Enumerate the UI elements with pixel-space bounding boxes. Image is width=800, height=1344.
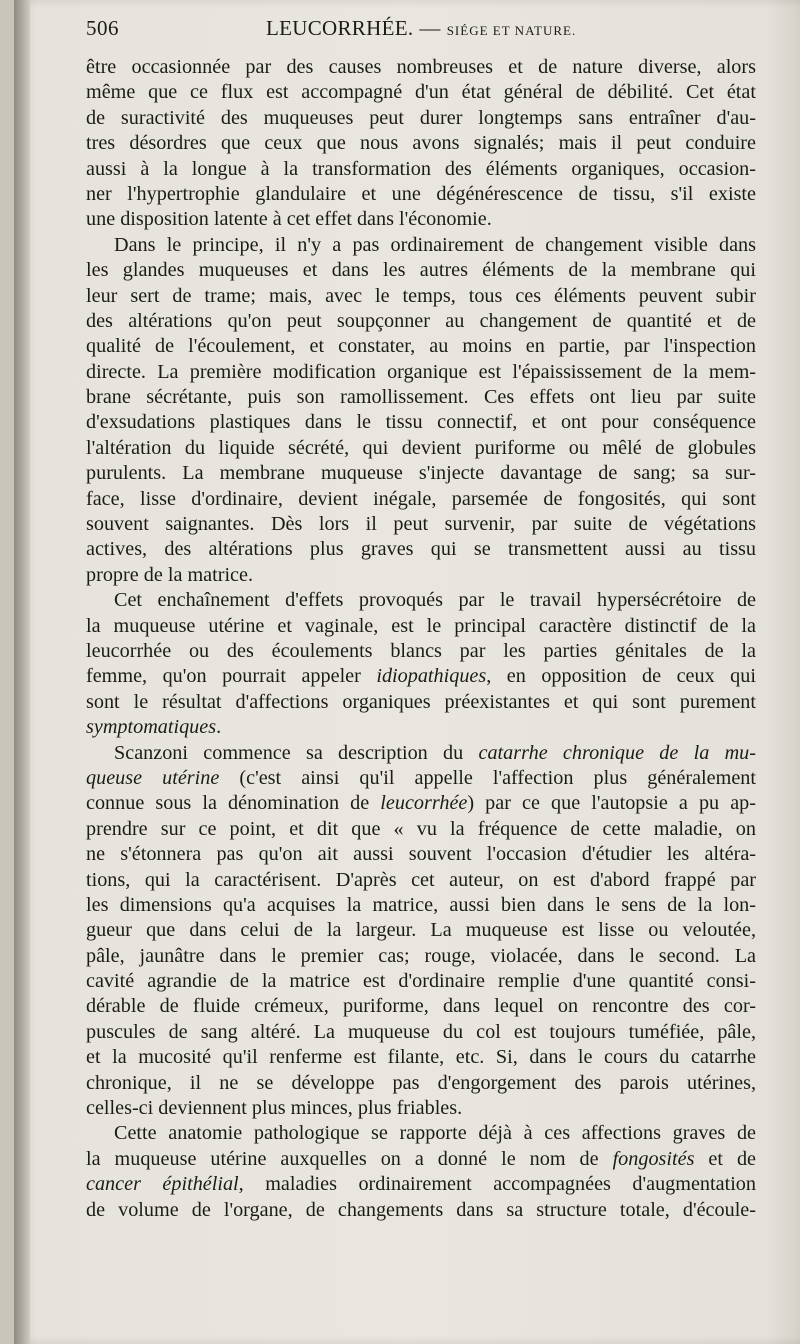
text-line: directe. La première modification organique est l'épaississement de la mem- (86, 360, 756, 383)
text-line: dérable de fluide crémeux, puriforme, dans lequel on rencontre des cor- (86, 995, 756, 1018)
paragraph (86, 55, 756, 233)
text-line: pâle, jaunâtre dans le premier cas; rouge, violacée, dans le second. La (86, 944, 756, 967)
text-line: la muqueuse utérine auxquelles on a donné le nom de fongosités et de (86, 1147, 756, 1170)
text-line: face, lisse d'ordinaire, devient inégale, parsemée de fongosités, qui sont (86, 487, 756, 510)
text-line: cancer épithélial, maladies ordinairement accompagnées d'augmentation (86, 1173, 756, 1196)
text-line: purulents. La membrane muqueuse s'injecte davantage de sang; sa sur- (86, 462, 756, 485)
text-line: et la mucosité qu'il renferme est filante, etc. Si, dans le cours du catarrhe (86, 1046, 756, 1069)
text-line: celles-ci deviennent plus minces, plus friables. (86, 1097, 463, 1120)
text-line: gueur que dans celui de la largeur. La muqueuse est lisse ou veloutée, (86, 919, 756, 942)
text-line: propre de la matrice. (86, 563, 254, 586)
text-line: Cette anatomie pathologique se rapporte déjà à ces affections graves de (114, 1122, 756, 1145)
text-line: brane sécrétante, puis son ramollissement. Ces effets ont lieu par suite (86, 386, 756, 409)
text-line: la muqueuse utérine et vaginale, est le principal caractère distinctif de la (86, 614, 756, 637)
text-line: les glandes muqueuses et dans les autres éléments de la membrane qui (86, 259, 756, 282)
text-line: chronique, il ne se développe pas d'engorgement des parois utérines, (86, 1071, 756, 1094)
text-line: même que ce flux est accompagné d'un état général de débilité. Cet état (86, 81, 756, 104)
text-line: tres désordres que ceux que nous avons signalés; mais il peut conduire (86, 132, 756, 155)
paragraph (86, 588, 756, 740)
text-line: tions, qui la caractérisent. D'après cet auteur, on est d'abord frappé par (86, 868, 756, 891)
text-line: sont le résultat d'affections organiques préexistantes et qui sont purement (86, 690, 756, 713)
text-line: connue sous la dénomination de leucorrhée) par ce que l'autopsie a pu ap- (86, 792, 756, 815)
text-line: une disposition latente à cet effet dans l'économie. (86, 208, 492, 231)
body-text (86, 55, 756, 1223)
text-line: l'altération du liquide sécrété, qui devient puriforme ou mêlé de globules (86, 436, 756, 459)
text-line: femme, qu'on pourrait appeler idiopathiques, en opposition de ceux qui (86, 665, 756, 688)
italic-term: symptomatiques (86, 716, 217, 739)
text-line: queuse utérine (c'est ainsi qu'il appelle l'affection plus généralement (86, 766, 756, 789)
text-line: les dimensions qu'a acquises la matrice, aussi bien dans le sens de la lon- (86, 893, 756, 916)
text-line: des altérations qu'on peut soupçonner au changement de quantité et de (86, 309, 756, 332)
text-line: de volume de l'organe, de changements dans sa structure totale, d'écoule- (86, 1198, 756, 1221)
paragraph (86, 233, 756, 588)
text-line: puscules de sang altéré. La muqueuse du col est toujours tuméfiée, pâle, (86, 1020, 756, 1043)
text-line: ne s'étonnera pas qu'on ait aussi souvent l'occasion d'étudier les altéra- (86, 843, 756, 866)
page-number: 506 (86, 16, 119, 40)
text-line: Cet enchaînement d'effets provoqués par le travail hypersécrétoire de (114, 589, 756, 612)
title-dash: — (419, 16, 441, 40)
text-line: leur sert de trame; mais, avec le temps, tous ces éléments peuvent subir (86, 284, 756, 307)
text-line: aussi à la longue à la transformation des éléments organiques, occasion- (86, 157, 756, 180)
text-line: d'exsudations plastiques dans le tissu connectif, et ont pour conséquence (86, 411, 756, 434)
text-line: être occasionnée par des causes nombreuses et de nature diverse, alors (86, 56, 756, 78)
italic-term: leucorrhée (380, 792, 468, 815)
text-line: de suractivité des muqueuses peut durer longtemps sans entraîner d'au- (86, 106, 756, 129)
text-line: prendre sur ce point, et dit que « vu la fréquence de cette maladie, on (86, 817, 756, 840)
text-line: Scanzoni commence sa description du catarrhe chronique de la mu- (114, 741, 756, 764)
italic-term: idiopathiques (376, 665, 487, 688)
paragraph (86, 741, 756, 1122)
section-subtitle: SIÉGE ET NATURE. (446, 23, 577, 38)
italic-term: queuse utérine (86, 766, 220, 789)
text-line: Dans le principe, il n'y a pas ordinairement de changement visible dans (114, 233, 756, 256)
italic-term: cancer épithélial (86, 1173, 239, 1196)
running-title (266, 16, 576, 41)
page-gutter-shadow (14, 0, 30, 1344)
text-line: actives, des altérations plus graves qui se transmettent aussi au tissu (86, 538, 756, 561)
text-line: souvent saignantes. Dès lors il peut survenir, par suite de végétations (86, 513, 756, 536)
running-header (86, 16, 758, 46)
italic-term: fongosités (612, 1147, 695, 1170)
text-line: leucorrhée ou des écoulements blancs par les parties génitales de la (86, 639, 756, 662)
text-line: ner l'hypertrophie glandulaire et une dégénérescence de tissu, s'il existe (86, 182, 756, 205)
text-line: symptomatiques. (86, 716, 222, 739)
chapter-title: LEUCORRHÉE. (266, 16, 414, 40)
text-line: cavité agrandie de la matrice est d'ordinaire remplie d'une quantité consi- (86, 970, 756, 993)
paragraph (86, 1121, 756, 1223)
text-line: qualité de l'écoulement, et constater, au moins en partie, par l'inspection (86, 335, 756, 358)
italic-term: catarrhe chronique de la mu- (478, 741, 756, 764)
